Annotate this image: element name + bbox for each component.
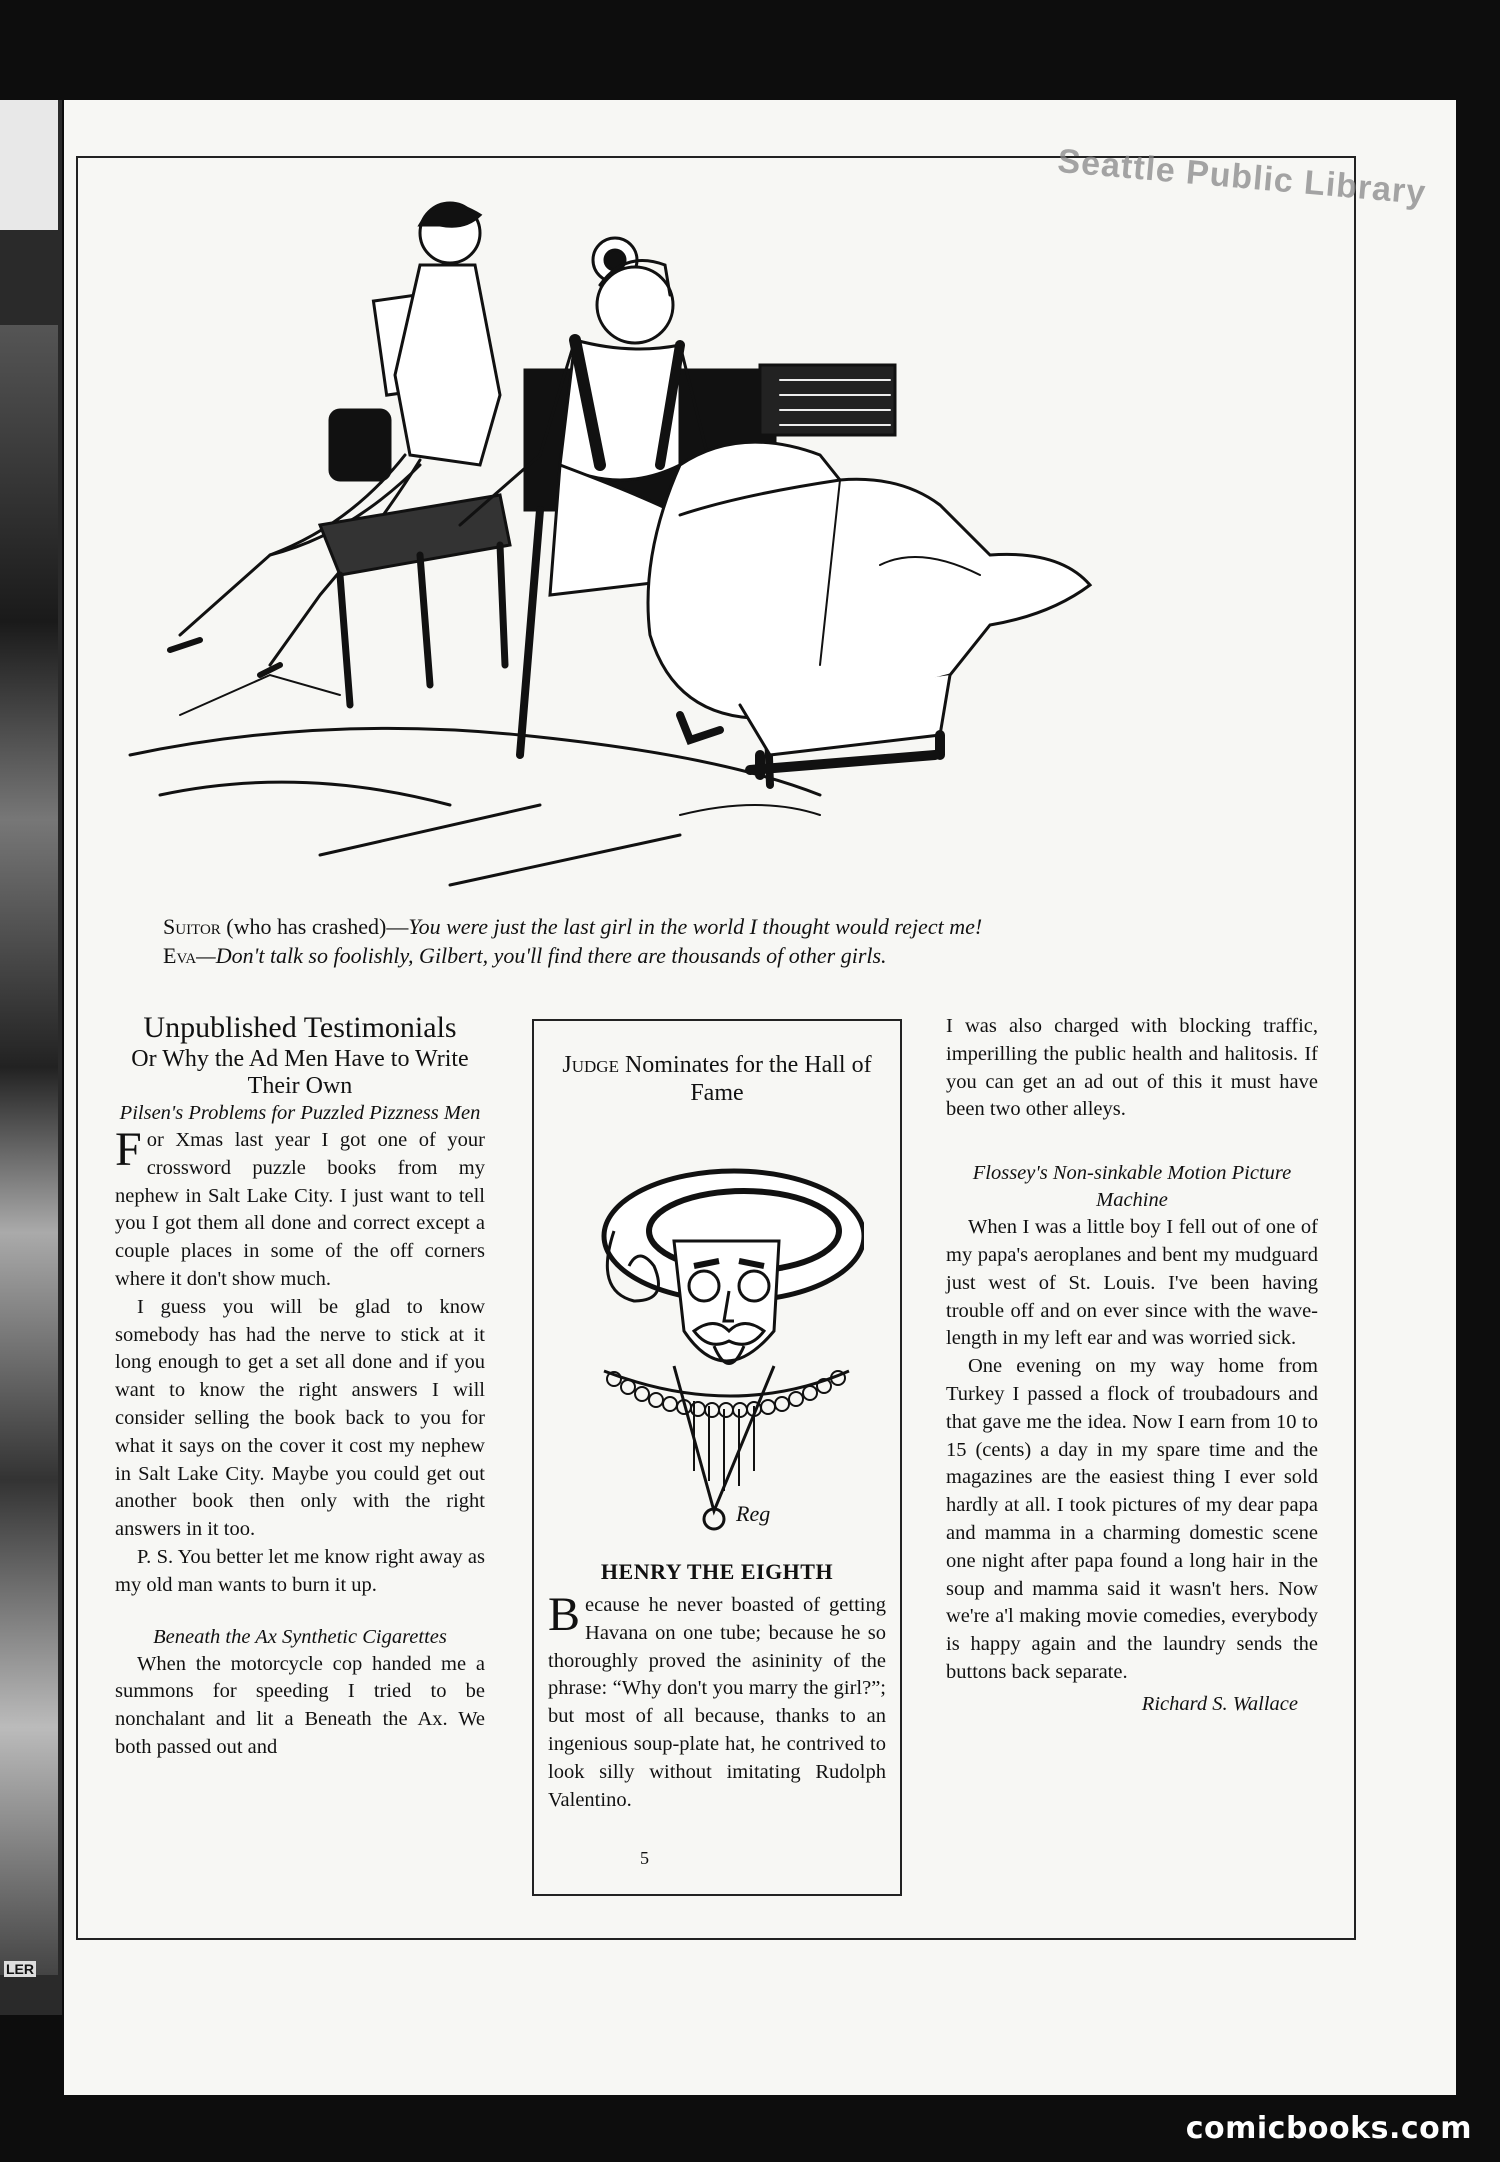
caption-line-eva [163, 941, 1313, 970]
artist-signature: Reg [736, 1501, 771, 1526]
henry-viii-caricature [574, 1151, 864, 1551]
box-title [534, 1051, 900, 1107]
caption-speech-suitor: You were just the last girl in the world I thought would reject me! [408, 914, 983, 939]
box-heading: HENRY THE EIGHTH [600, 1559, 834, 1584]
site-watermark: comicbooks.com [1185, 2111, 1472, 2146]
library-stamp: Seattle Public Library [1056, 141, 1428, 213]
hall-of-fame-box [532, 1019, 902, 1896]
section-heading-pilsen: Pilsen's Problems for Puzzled Pizzness Men [119, 1102, 481, 1124]
adjacent-page-strip [0, 100, 62, 2015]
adjacent-page-artwork [0, 325, 58, 1975]
page-number: 5 [640, 1848, 649, 1868]
caption-speech-eva: —Don't talk so foolishly, Gilbert, you'll find there are thousands of other girls. [196, 943, 887, 968]
page-edge [0, 100, 58, 230]
paragraph-ax-continued: I was also charged with blocking traffic, imperilling the public health and halitosis. If you can get an ad out of this it must have been two other alleys. [946, 1015, 1318, 1121]
paragraph-flossey-2: One evening on my way home from Turkey I passed a flock of troubadours and that gave me the idea. Now I earn from 10 to 15 (cents) a day in my spare time and the magazines are the easiest thing I ever sold hardly at all. I took pictures of my dear papa and mamma in a charming domestic scene one night after papa found a long hair in the soup and mamma said it wasn't hers. Now we're a'l making movie comedies, everybody is happy again and the laundry sends the buttons back separate. [946, 1355, 1318, 1683]
article-subtitle: Or Why the Ad Men Have to Write Their Own [131, 1046, 469, 1099]
cartoon-illustration [120, 195, 1320, 900]
box-title-judge: Judge [562, 1052, 619, 1078]
caption-speaker-suitor: Suitor [163, 914, 221, 939]
section-heading-ax: Beneath the Ax Synthetic Cigarettes [153, 1625, 447, 1648]
paragraph-flossey-1: When I was a little boy I fell out of one of my papa's aeroplanes and bent my mudguard just west of St. Louis. I've been having trouble off and on ever since with the wave-length in my left ear and was worried sick. [946, 1216, 1318, 1350]
article-title: Unpublished Testimonials [143, 1011, 457, 1044]
paragraph-ax: When the motorcycle cop handed me a summons for speeding I tried to be nonchalant and lit a Beneath the Ax. We both passed out and [115, 1652, 485, 1758]
section-heading-flossey: Flossey's Non-sinkable Motion Picture Machine [972, 1162, 1292, 1212]
caption-line-suitor [163, 912, 1313, 941]
paragraph-pilsen-1: For Xmas last year I got one of your crossword puzzle books from my nephew in Salt Lake City. I just want to tell you I got them all done and correct except a couple places in some of the off corners where it don't show much. [115, 1123, 485, 1290]
author-signature: Richard S. Wallace [1141, 1692, 1298, 1715]
caption-aside: (who has crashed)— [220, 914, 409, 939]
caption-speaker-eva: Eva [163, 943, 197, 968]
adjacent-page-signature: LER [6, 1961, 34, 1977]
box-title-rest: Nominates for the Hall of Fame [618, 1052, 872, 1106]
left-column [115, 1010, 485, 1762]
cartoon-caption [163, 912, 1313, 970]
paragraph-pilsen-2: I guess you will be glad to know somebody has had the nerve to stick at it long enough to get a set all done and if you want to know the right answers I will consider selling the book back to you for what it says on the cover it cost my nephew in Salt Lake City. Maybe you could get out another book then only with the right answers in it too. [115, 1295, 485, 1541]
box-body-paragraph: Because he never boasted of getting Havana on one tube; because he so thoroughly proved the asininity of the phrase: “Why don't you marry the girl?”; but most of all because, thanks to an ingenious soup-plate hat, he contrived to look silly without imitating Rudolph Valentino. [548, 1588, 886, 1811]
box-body [548, 1588, 886, 1814]
right-column [946, 1013, 1318, 1719]
paragraph-pilsen-ps: P. S. You better let me know right away as my old man wants to burn it up. [115, 1545, 485, 1596]
